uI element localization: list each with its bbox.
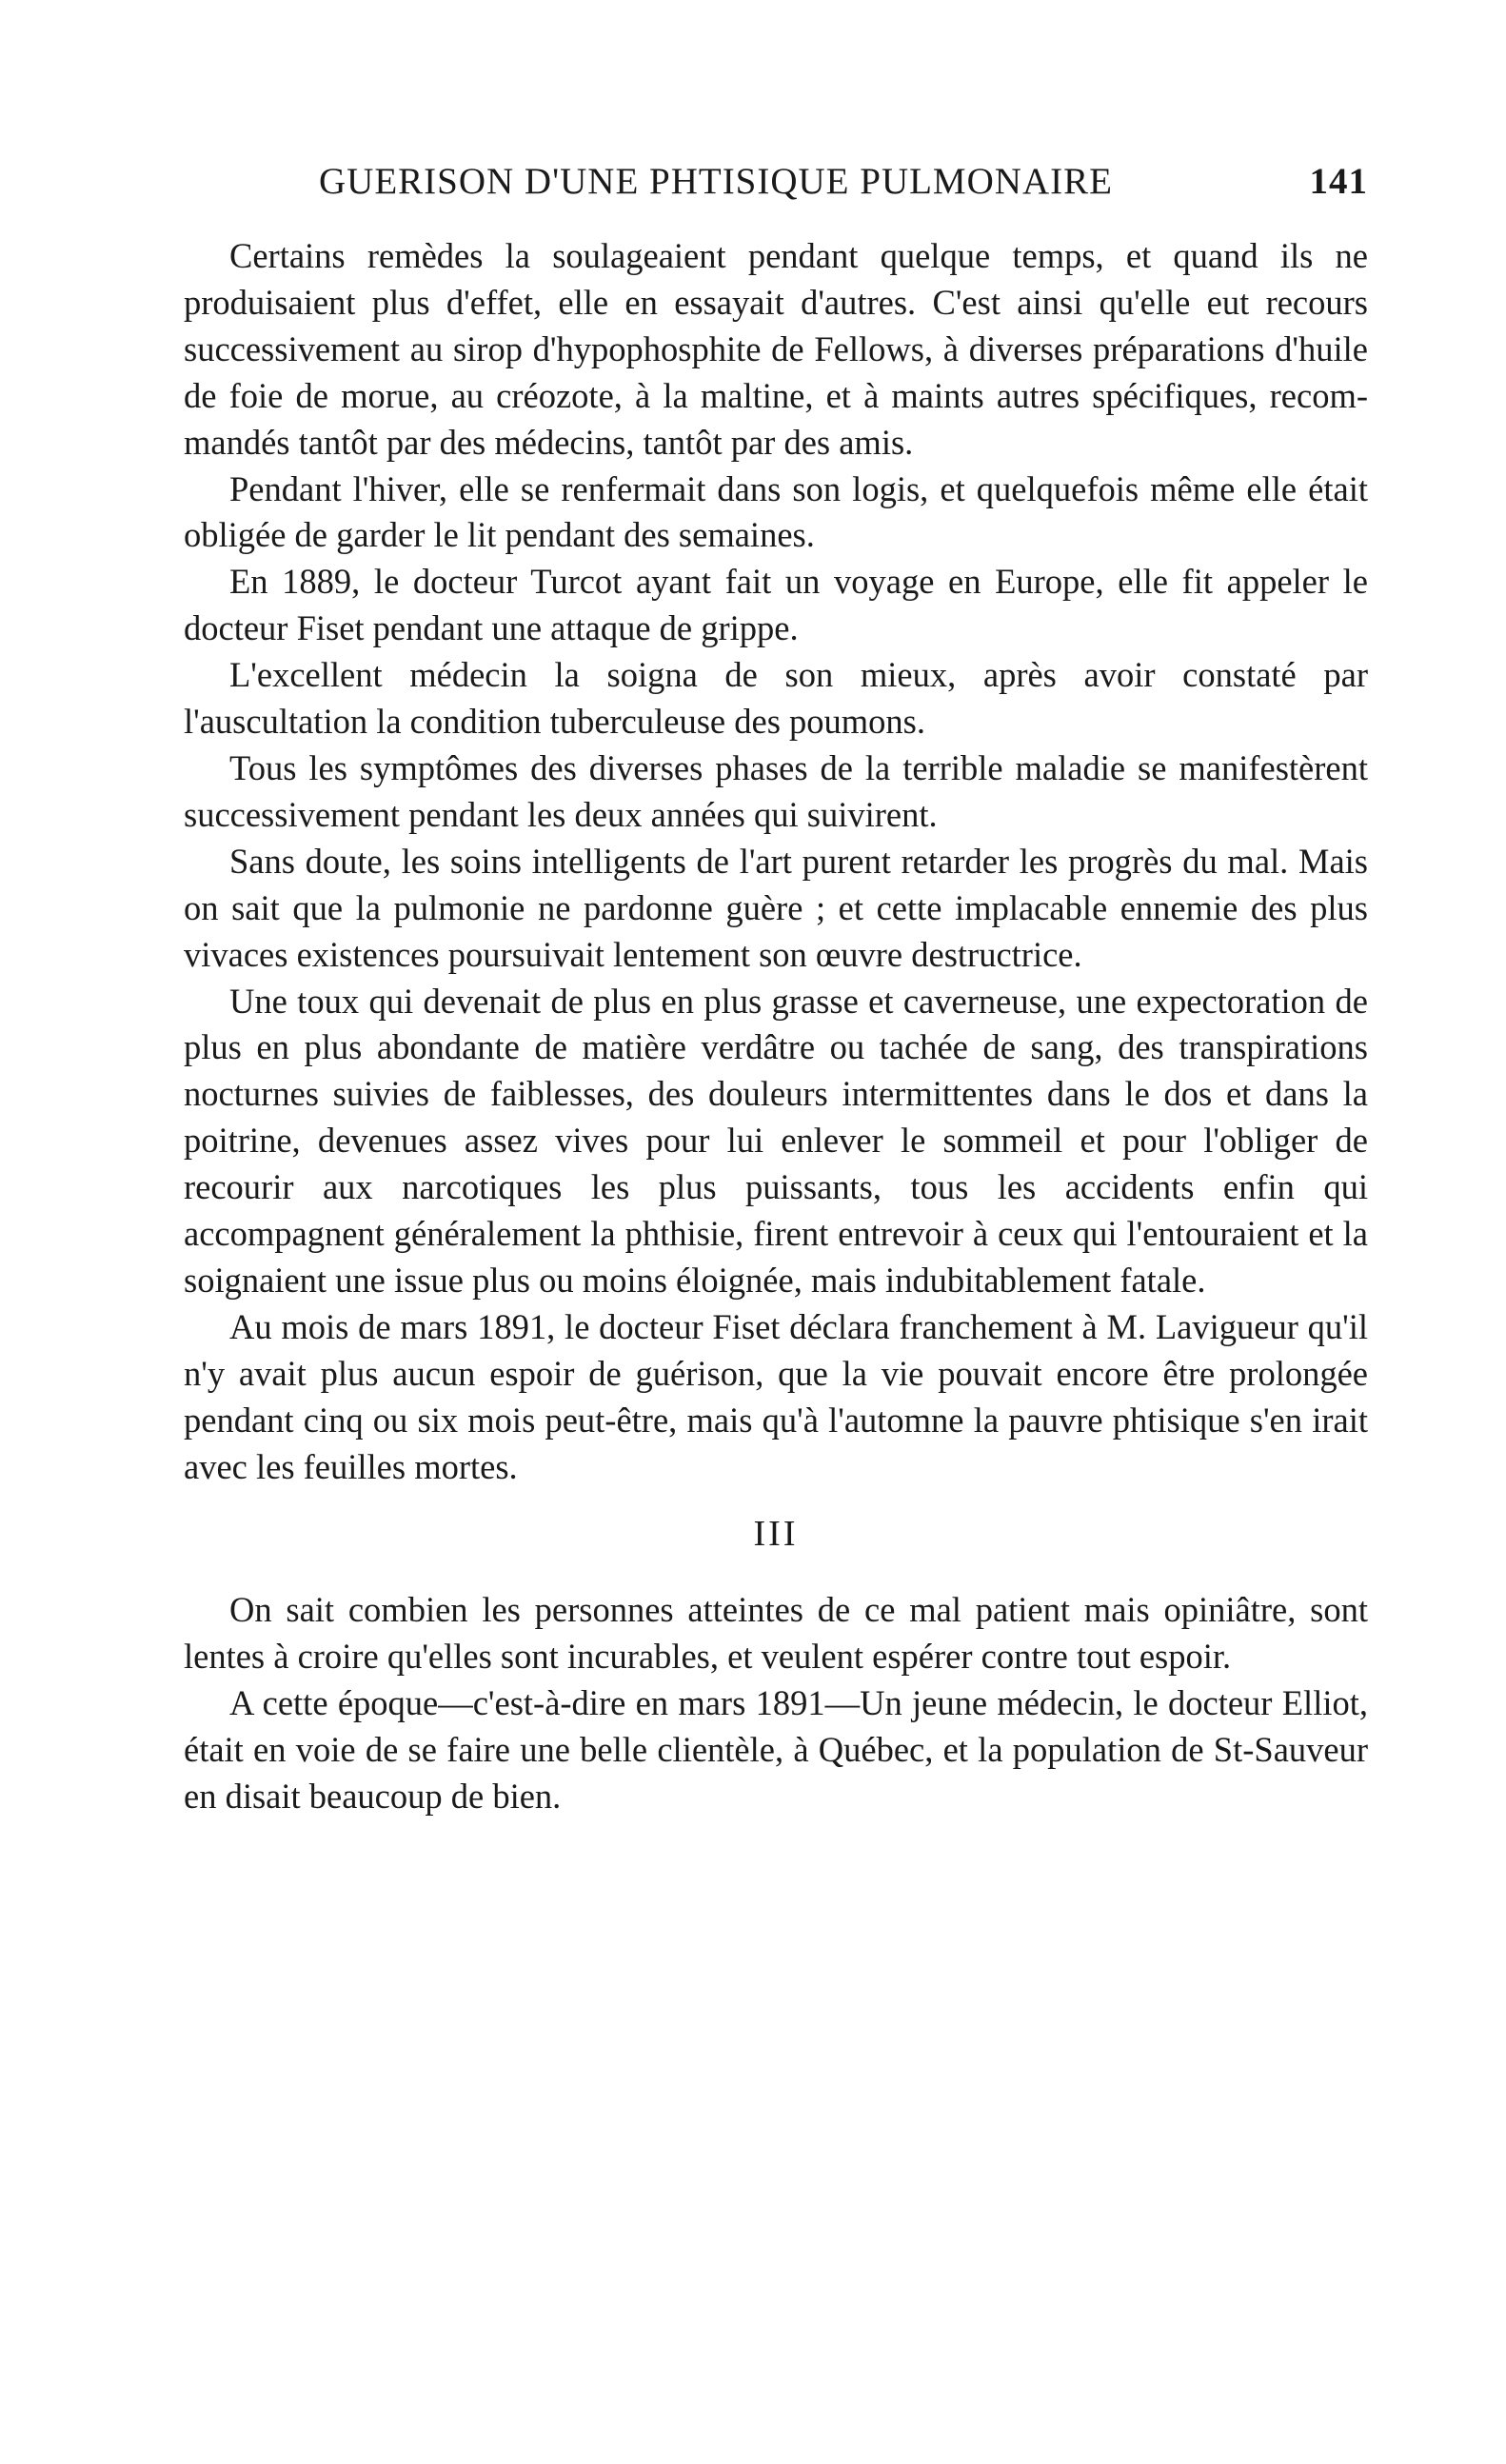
paragraph: Pendant l'hiver, elle se renfermait dans son logis, et quelquefois même elle était obligée de garder le lit pendant des semaines. [184, 468, 1368, 555]
running-header [319, 160, 1368, 206]
paragraph: L'excellent médecin la soigna de son mieux, après avoir constaté par l'auscultation la condition tuberculeuse des poumons. [184, 655, 1368, 742]
paragraph: Au mois de mars 1891, le docteur Fiset déclara franchement à M. Lavigueur qu'il n'y avait plus aucun espoir de guérison, que la vie pouvait encore être prolongée pendant cinq ou six mois peut-être, mais qu'à l'automne la pauvre phtisique s'en irait avec les feuilles mortes. [184, 1306, 1368, 1486]
paragraph: On sait combien les personnes atteintes de ce mal patient mais opiniâtre, sont lentes à croire qu'elles sont incurables, et veulent espérer contre tout espoir. [184, 1590, 1368, 1677]
paragraph: Tous les symptômes des diverses phases de la terrible maladie se manifestèrent successivement pendant les deux années qui suivirent. [184, 747, 1368, 834]
running-title: GUERISON D'UNE PHTISIQUE PULMONAIRE [319, 161, 1113, 202]
page-number: 141 [1309, 161, 1368, 202]
section-heading: III [753, 1514, 799, 1555]
paragraph: A cette époque—c'est-à-dire en mars 1891—Un jeune médecin, le docteur Elliot, était en voie de se faire une belle clientèle, à Québec, et la population de St-Sauveur en disait beaucoup de bien. [184, 1683, 1368, 1817]
body-text [184, 233, 1368, 1820]
paragraph: En 1889, le docteur Turcot ayant fait un voyage en Europe, elle fit appeler le docteur Fiset pendant une attaque de grippe. [184, 562, 1368, 648]
paragraph: Sans doute, les soins intelligents de l'art purent retarder les progrès du mal. Mais on sait que la pulmonie ne pardonne guère ; et cette implacable ennemie des plus vivaces existences poursuivait lentement son œuvre destructrice. [184, 841, 1368, 974]
paragraph: Certains remèdes la soulageaient pendant quelque temps, et quand ils ne produisaient plus d'effet, elle en essayait d'autres. C'est ainsi qu'elle eut recours successivement au sirop d'hypophosphite de Fellows, à diverses préparations d'huile de foie de morue, au créozote, à la maltine, et à maints autres spécifiques, recommandés tantôt par des médecins, tantôt par des amis. [184, 236, 1368, 462]
paragraph: Une toux qui devenait de plus en plus grasse et caverneuse, une expectoration de plus en plus abondante de matière verdâtre ou tachée de sang, des transpirations nocturnes suivies de faiblesses, des douleurs intermittentes dans le dos et dans la poitrine, devenues assez vives pour lui enlever le sommeil et pour l'obliger de recourir aux narcotiques les plus puissants, tous les accidents enfin qui accompagnent généralement la phthisie, firent entrevoir à ceux qui l'entouraient et la soignaient une issue plus ou moins éloignée, mais indubitablement fatale. [184, 981, 1368, 1300]
